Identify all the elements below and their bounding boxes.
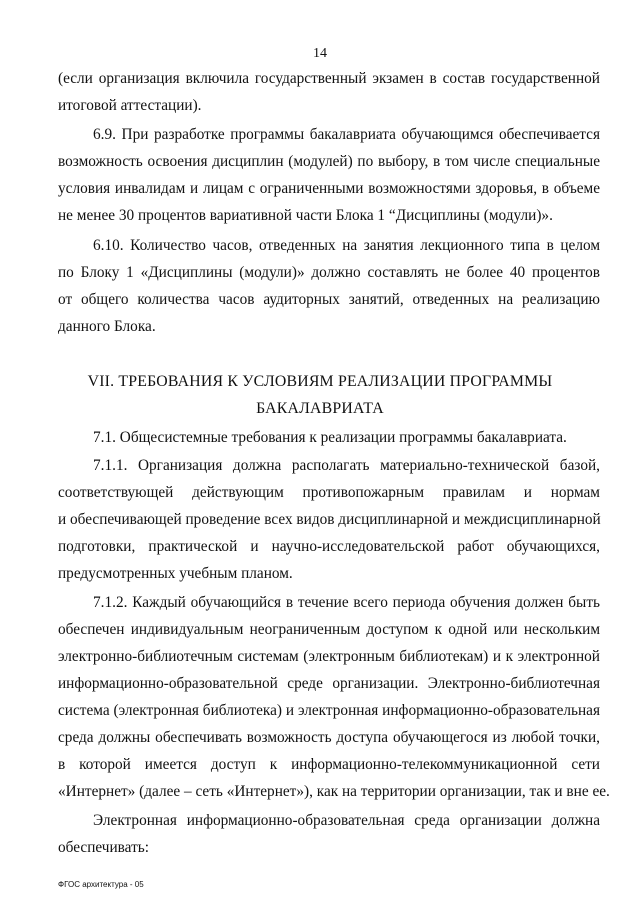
section-heading: VII. ТРЕБОВАНИЯ К УСЛОВИЯМ РЕАЛИЗАЦИИ ПРОГРАММЫ [87, 373, 553, 390]
footer-label: ФГОС архитектура - 05 [58, 880, 144, 889]
text-line: данного Блока. [58, 318, 156, 335]
text-line: итоговой аттестации). [58, 97, 202, 114]
text-line: по Блоку 1 «Дисциплины (модули)» должно составлять не более 40 процентов [58, 264, 600, 281]
text-line: 7.1.2. Каждый обучающийся в течение всего периода обучения должен быть [93, 594, 600, 611]
text-line: (если организация включила государственный экзамен в состав государственной [58, 70, 600, 87]
text-line: не менее 30 процентов вариативной части Блока 1 “Дисциплины (модули)». [58, 207, 553, 224]
text-line: 6.9. При разработке программы бакалавриата обучающимся обеспечивается [93, 126, 600, 143]
text-line: система (электронная библиотека) и электронная информационно-образовательная [58, 702, 600, 719]
text-line: в которой имеется доступ к информационно-телекоммуникационной сети [58, 756, 600, 773]
section-heading: БАКАЛАВРИАТА [256, 400, 384, 417]
text-line: условия инвалидам и лицам с ограниченными возможностями здоровья, в объеме [58, 180, 600, 197]
text-line: Электронная информационно-образовательная среда организации должна [93, 812, 600, 829]
text-line: обеспечен индивидуальным неограниченным доступом к одной или нескольким [58, 621, 600, 638]
text-line: 6.10. Количество часов, отведенных на занятия лекционного типа в целом [93, 237, 600, 254]
text-line: возможность освоения дисциплин (модулей) по выбору, в том числе специальные [58, 153, 600, 170]
text-line: 7.1. Общесистемные требования к реализации программы бакалавриата. [93, 429, 567, 446]
text-line: от общего количества часов аудиторных занятий, отведенных на реализацию [58, 291, 600, 308]
text-line: обеспечивать: [58, 839, 149, 856]
text-line: предусмотренных учебным планом. [58, 565, 293, 582]
text-line: «Интернет» (далее – сеть «Интернет»), как на территории организации, так и вне ее. [58, 783, 610, 800]
text-line: информационно-образовательной среде организации. Электронно-библиотечная [58, 675, 600, 692]
text-line: и обеспечивающей проведение всех видов дисциплинарной и междисциплинарной [58, 511, 601, 528]
text-line: подготовки, практической и научно-исследовательской работ обучающихся, [58, 538, 600, 555]
text-line: электронно-библиотечным системам (электронным библиотекам) и к электронной [58, 648, 600, 665]
text-line: 7.1.1. Организация должна располагать материально-технической базой, [93, 457, 600, 474]
text-line: среда должны обеспечивать возможность доступа обучающегося из любой точки, [58, 729, 600, 746]
page-number: 14 [313, 46, 327, 61]
text-line: соответствующей действующим противопожарным правилам и нормам [58, 484, 600, 501]
